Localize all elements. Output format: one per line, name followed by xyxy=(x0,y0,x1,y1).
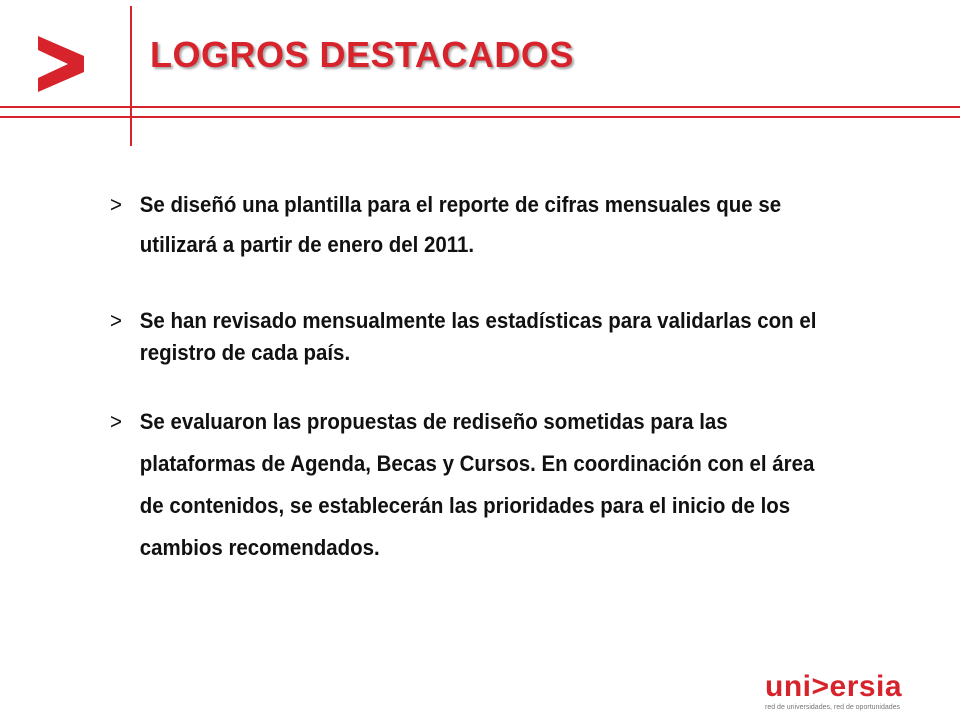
header-horizontal-line-bottom xyxy=(0,116,960,118)
chevron-right-icon xyxy=(38,36,84,92)
bullet-list xyxy=(110,185,890,569)
logo-tagline: red de universidades, red de oportunidades xyxy=(765,704,901,711)
bullet-text: Se han revisado mensualmente las estadísticas para validarlas con el registro de cada país. xyxy=(139,308,817,365)
header-horizontal-line-top xyxy=(0,106,960,108)
bullet-marker: > xyxy=(110,192,122,217)
list-item xyxy=(110,305,835,369)
bullet-marker: > xyxy=(110,308,122,333)
universia-logo xyxy=(765,672,930,711)
bullet-text: Se evaluaron las propuestas de rediseño sometidas para las plataformas de Agenda, Becas y Cursos. En coordinación con el área de contenidos, se establecerán las prioridades para el inicio de los cambios recomendados. xyxy=(139,409,815,560)
page-title: LOGROS DESTACADOS xyxy=(150,34,574,75)
list-item xyxy=(110,185,835,265)
list-item xyxy=(110,401,835,569)
bullet-text: Se diseñó una plantilla para el reporte de cifras mensuales que se utilizará a partir de enero del 2011. xyxy=(139,192,782,257)
logo-wordmark: uni>ersia xyxy=(765,670,903,703)
bullet-marker: > xyxy=(110,409,122,434)
header-vertical-line xyxy=(130,6,132,146)
